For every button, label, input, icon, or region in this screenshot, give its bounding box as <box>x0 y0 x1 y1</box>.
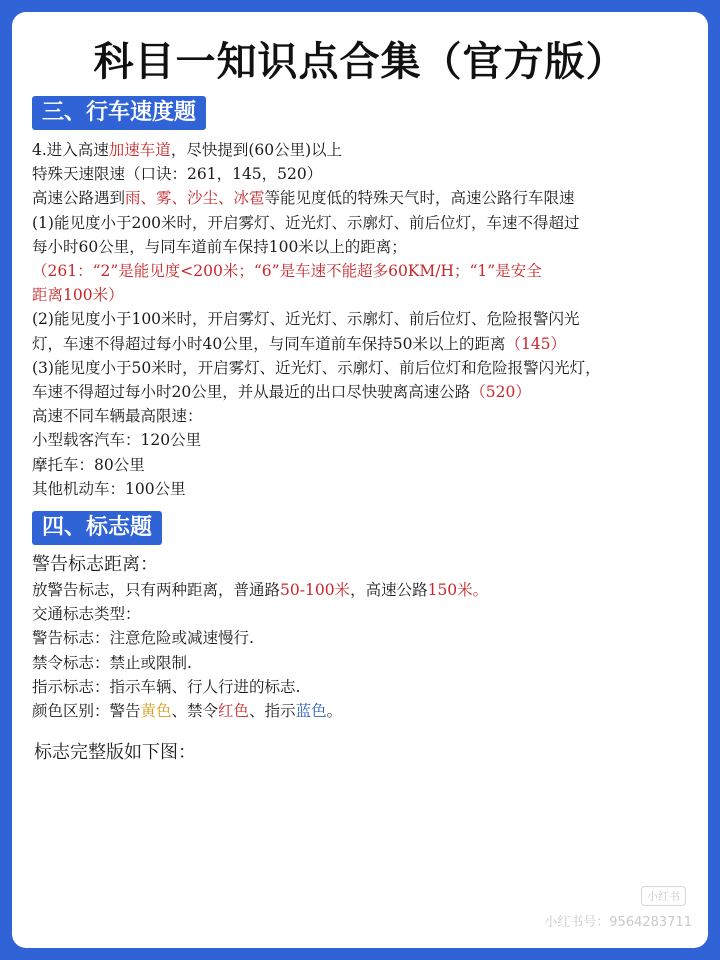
watermark-id: 小红书号：9564283711 <box>544 915 692 930</box>
sign-line-6: 指示标志：指示车辆、行人行进的标志. <box>32 677 301 696</box>
sign-line-2 <box>32 578 692 602</box>
speed-line-5: 每小时60公里，与同车道前车保持100米以上的距离； <box>32 237 407 256</box>
page-title: 科目一知识点合集（官方版） <box>93 39 627 85</box>
highlight: 50-100米 <box>280 581 351 599</box>
text: ，尽快提到(60公里)以上 <box>170 141 343 159</box>
text: ，高速公路 <box>350 581 428 599</box>
text: 4.进入高速 <box>32 141 109 159</box>
sign-line-1: 警告标志距离： <box>32 554 158 575</box>
sign-line-3: 交通标志类型： <box>32 605 141 624</box>
speed-line-9 <box>32 332 692 356</box>
speed-line-3 <box>32 186 692 210</box>
speed-line-6: （261：“2”是能见度<200米；“6”是车速不能超多60KM/H；“1”是安全 <box>32 262 542 281</box>
blue-text: 蓝色 <box>295 702 327 721</box>
speed-line-2: 特殊天速限速（口诀：261，145，520） <box>32 165 323 184</box>
speed-line-8: (2)能见度小于100米时，开启雾灯、近光灯、示廓灯、前后位灯、危险报警闪光 <box>32 310 580 329</box>
sign-line-5: 禁令标志：禁止或限制. <box>32 653 192 672</box>
speed-line-4: (1)能见度小于200米时，开启雾灯、近光灯、示廓灯、前后位灯，车速不得超过 <box>32 213 580 232</box>
text: 车速不得超过每小时20公里，并从最近的出口尽快驶离高速公路 <box>32 383 471 402</box>
highlight: 加速车道 <box>108 141 171 159</box>
speed-line-13: 小型载客汽车：120公里 <box>32 431 202 450</box>
text: 、指示 <box>249 702 296 721</box>
content-card <box>12 12 708 948</box>
speed-line-7: 距离100米） <box>32 286 124 305</box>
yellow-text: 黄色 <box>140 702 172 721</box>
section-3-body <box>32 138 692 501</box>
text: 颜色区别：警告 <box>32 702 141 721</box>
speed-line-14: 摩托车：80公里 <box>32 455 145 474</box>
sign-line-4: 警告标志：注意危险或减速慢行. <box>32 629 254 648</box>
text: 灯，车速不得超过每小时40公里，与同车道前车保持50米以上的距离 <box>32 334 506 353</box>
text: 等能见度低的特殊天气时，高速公路行车限速 <box>264 189 575 208</box>
closing-note: 标志完整版如下图： <box>34 742 196 763</box>
text: 、禁令 <box>171 702 219 721</box>
text: 放警告标志，只有两种距离，普通路 <box>32 581 281 599</box>
section-3-badge: 三、行车速度题 <box>32 96 206 130</box>
speed-line-1 <box>32 138 692 162</box>
red-text: 红色 <box>218 702 250 721</box>
speed-line-12: 高速不同车辆最高限速： <box>32 407 203 426</box>
speed-line-10: (3)能见度小于50米时，开启雾灯、近光灯、示廓灯、前后位灯和危险报警闪光灯， <box>32 358 601 377</box>
highlight: （145） <box>505 334 567 353</box>
highlight: 150米。 <box>427 581 489 599</box>
highlight: （520） <box>470 383 531 402</box>
highlight: 雨、雾、沙尘、冰雹 <box>125 189 265 208</box>
watermark-logo: 小红书 <box>641 886 686 906</box>
text: 。 <box>326 702 343 721</box>
section-4-badge: 四、标志题 <box>32 511 162 545</box>
sign-line-7 <box>32 699 692 723</box>
speed-line-11 <box>32 380 692 404</box>
section-4-body <box>32 552 692 723</box>
speed-line-15: 其他机动车：100公里 <box>32 479 186 498</box>
text: 高速公路遇到 <box>32 189 126 208</box>
